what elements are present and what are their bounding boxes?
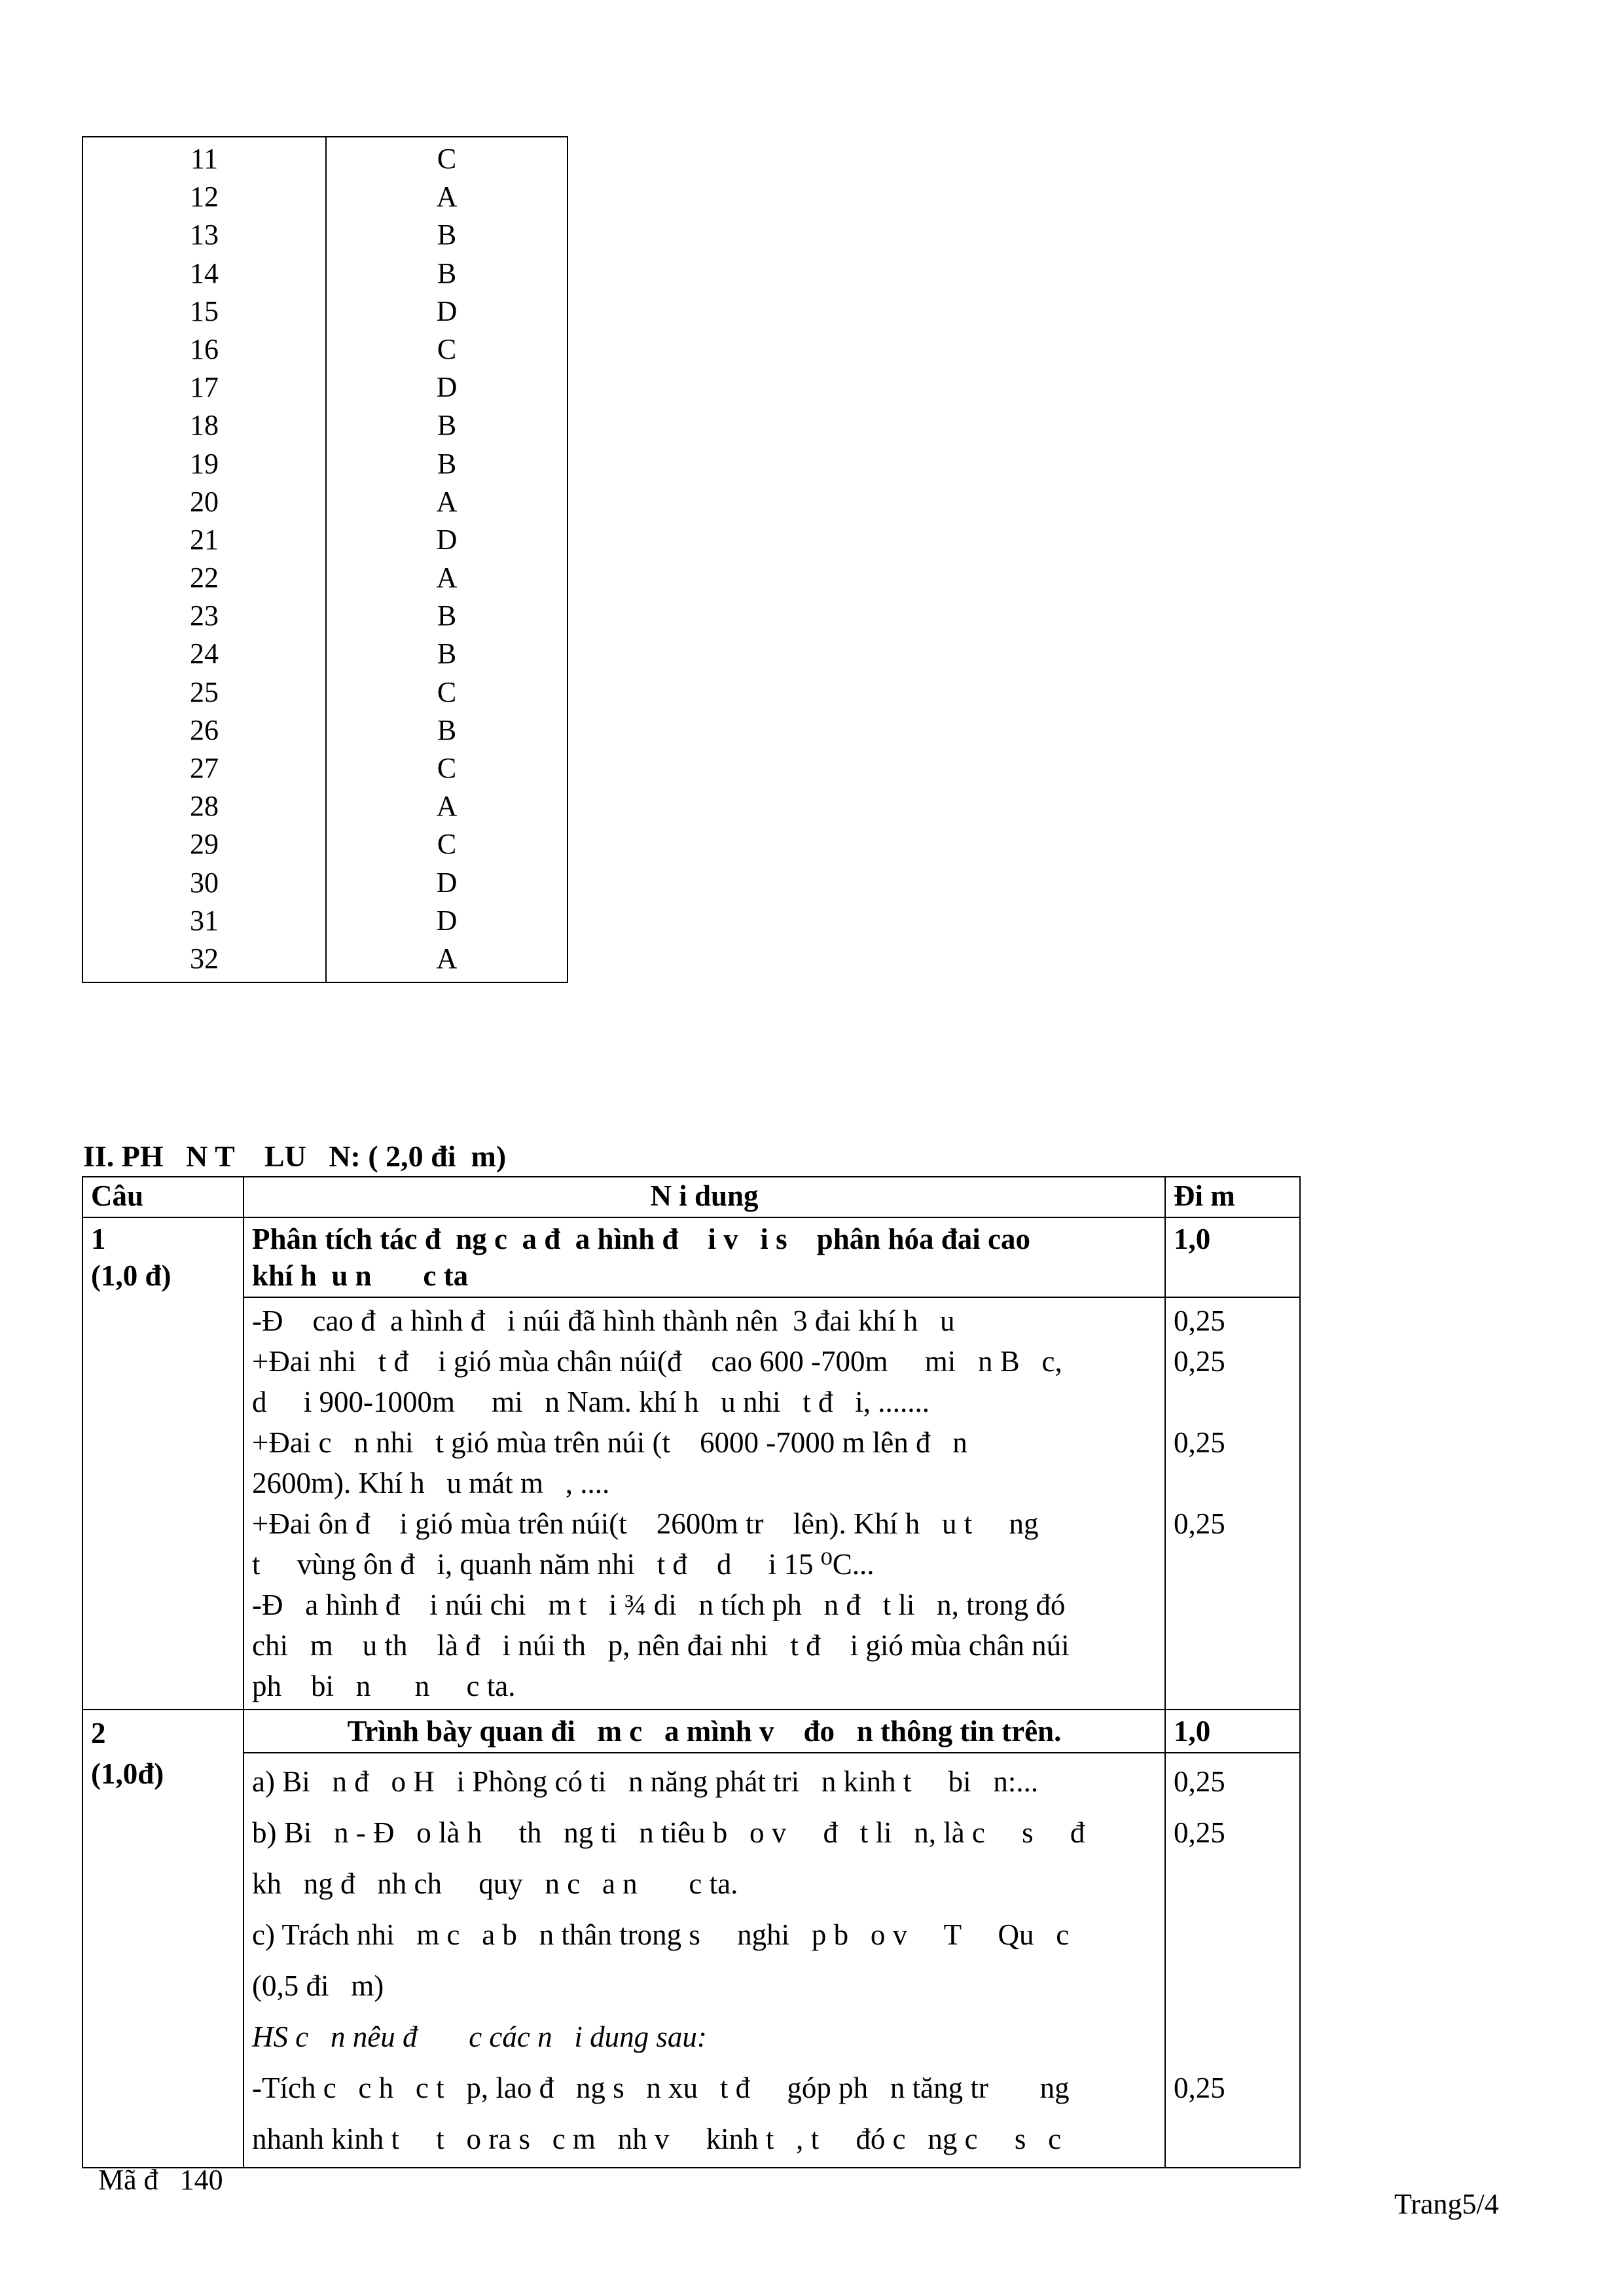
answer-letter: C [437,143,457,175]
answer-letter: B [437,219,457,251]
answer-letter: B [437,600,457,632]
content-line: c) Trách nhi m c a b n thân trong s nghi p b o v T Qu c [252,1918,1070,1951]
answer-letter: C [437,828,457,861]
question-number: 26 [190,713,219,746]
score-value: 0,25 [1174,1426,1225,1459]
header-question: Câu [82,1177,244,1217]
question-number: 17 [190,371,219,404]
answer-letter: D [436,866,458,899]
question-number: 22 [190,562,219,594]
q2-label [82,1710,244,2168]
q1-title-line2: khí h u n c ta [252,1259,469,1292]
score-value [1174,1858,1291,1909]
page-number: Trang5/4 [1394,2188,1499,2220]
score-value: 0,25 [1174,1507,1225,1540]
q1-title-score [1165,1217,1300,1297]
q1-total-score: 1,0 [1174,1223,1211,1255]
answer-letter: A [436,790,458,823]
answer-letter: D [436,295,458,327]
content-line: kh ng đ nh ch quy n c a n c ta. [252,1867,738,1900]
question-number: 11 [190,143,219,175]
score-value [1174,1463,1291,1503]
q2-title-text: Trình bày quan đi m c a mình v đo n thông tin trên. [347,1715,1062,1748]
question-number: 18 [190,409,219,442]
content-line: -Đ cao đ a hình đ i núi đã hình thành nên 3 đai khí h u [252,1304,955,1337]
content-line: b) Bi n - Đ o là h th ng ti n tiêu b o v đ t li n, là c s đ [252,1816,1085,1849]
score-value [1174,2113,1291,2164]
answer-letter: A [436,181,458,213]
answer-column [327,137,567,982]
score-value [1174,1382,1291,1422]
essay-table [82,1176,1301,2168]
question-number: 16 [190,332,219,365]
score-value: 0,25 [1174,1765,1225,1798]
answer-letter: B [437,637,457,670]
content-line: (0,5 đi m) [252,1969,384,2002]
question-number: 25 [190,675,219,708]
question-number: 20 [190,485,219,518]
score-value: 0,25 [1174,1816,1225,1849]
answer-letter: B [437,409,457,442]
q2-content-row [82,1753,1300,2168]
exam-code: Mã đ 140 [98,2164,223,2196]
q1-number: 1 [91,1223,106,1255]
question-number: 30 [190,866,219,899]
q2-title [244,1710,1165,1753]
question-number: 12 [190,181,219,213]
content-line: chi m u th là đ i núi th p, nên đai nhi t đ i gió mùa chân núi [252,1629,1070,1662]
content-line: -Tích c c h c t p, lao đ ng s n xu t đ góp ph n tăng tr ng [252,2072,1070,2104]
content-line: HS c n nêu đ c các n i dung sau: [252,2020,707,2053]
question-number: 28 [190,790,219,823]
question-number: 21 [190,523,219,556]
q1-points: (1,0 đ) [91,1259,171,1292]
question-number: 14 [190,257,219,289]
question-number: 24 [190,637,219,670]
score-value [1174,1666,1291,1706]
answer-letter: A [436,485,458,518]
score-value: 0,25 [1174,1304,1225,1337]
q2-scores [1165,1753,1300,2168]
content-line: d i 900-1000m mi n Nam. khí h u nhi t đ i, ....... [252,1386,929,1418]
content-line: 2600m). Khí h u mát m , .... [252,1467,610,1499]
question-number-column [83,137,327,982]
answer-key-table [82,136,568,983]
answer-letter: C [437,332,457,365]
q2-total-score: 1,0 [1174,1715,1211,1748]
score-value [1174,1625,1291,1666]
answer-letter: D [436,371,458,404]
score-value: 0,25 [1174,2072,1225,2104]
content-line: -Đ a hình đ i núi chi m t i ¾ di n tích ph n đ t li n, trong đó [252,1588,1066,1621]
q1-label [82,1217,244,1710]
content-line: t vùng ôn đ i, quanh năm nhi t đ d i 15 ⁰C... [252,1548,875,1581]
question-number: 29 [190,828,219,861]
answer-letter: A [436,562,458,594]
score-value [1174,1544,1291,1585]
answer-letter: B [437,713,457,746]
question-number: 19 [190,447,219,480]
q1-title-line1: Phân tích tác đ ng c a đ a hình đ i v i s phân hóa đai cao [252,1223,1031,1255]
question-number: 15 [190,295,219,327]
content-line: +Đai c n nhi t gió mùa trên núi (t 6000 -7000 m lên đ n [252,1426,967,1459]
question-number: 32 [190,942,219,975]
q1-scores [1165,1297,1300,1710]
section-title: II. PH N T LU N: ( 2,0 đi m) [83,1139,507,1173]
header-score: Đi m [1165,1177,1300,1217]
answer-letter: C [437,675,457,708]
score-value: 0,25 [1174,1345,1225,1378]
answer-letter: A [436,942,458,975]
answer-letter: C [437,752,457,784]
content-line: a) Bi n đ o H i Phòng có ti n năng phát tri n kinh t bi n:... [252,1765,1039,1798]
header-content: N i dung [244,1177,1165,1217]
content-line: +Đai nhi t đ i gió mùa chân núi(đ cao 600 -700m mi n B c, [252,1345,1062,1378]
score-value [1174,2011,1291,2062]
content-line: ph bi n n c ta. [252,1670,516,1702]
q1-title-row [82,1217,1300,1297]
q2-content [244,1753,1165,2168]
content-line: nhanh kinh t t o ra s c m nh v kinh t , t đó c ng c s c [252,2123,1062,2155]
score-value [1174,1960,1291,2011]
answer-letter: B [437,257,457,289]
question-number: 31 [190,904,219,937]
answer-letter: D [436,904,458,937]
q2-number: 2 [91,1717,106,1749]
question-number: 27 [190,752,219,784]
q2-points: (1,0đ) [91,1757,164,1790]
q1-title [244,1217,1165,1297]
score-value [1174,1585,1291,1625]
question-number: 13 [190,219,219,251]
q1-content-row [82,1297,1300,1710]
answer-letter: D [436,523,458,556]
question-number: 23 [190,600,219,632]
answer-letter: B [437,447,457,480]
q2-title-row [82,1710,1300,1753]
q1-content [244,1297,1165,1710]
q2-title-score [1165,1710,1300,1753]
score-value [1174,1909,1291,1960]
essay-header-row [82,1177,1300,1217]
content-line: +Đai ôn đ i gió mùa trên núi(t 2600m tr lên). Khí h u t ng [252,1507,1039,1540]
